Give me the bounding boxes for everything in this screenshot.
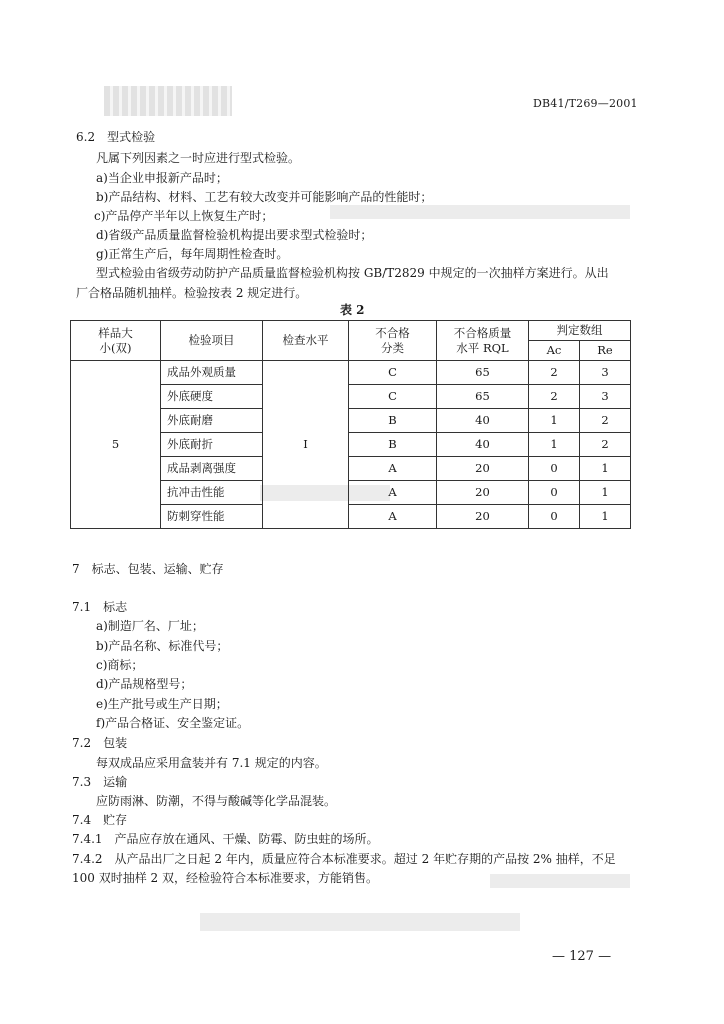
level-cell: Ⅰ <box>263 361 349 529</box>
standard-code: DB41/T269—2001 <box>533 97 638 110</box>
section-7-2-text: 每双成品应采用盒装并有 7.1 规定的内容。 <box>96 756 327 770</box>
list-item: b)产品结构、材料、工艺有较大改变并可能影响产品的性能时； <box>96 190 433 204</box>
list-item: c)商标； <box>96 658 144 672</box>
rql-cell: 20 <box>437 481 529 505</box>
list-item: a)当企业申报新产品时； <box>96 171 228 185</box>
class-cell: B <box>349 409 437 433</box>
list-item: f)产品合格证、安全鉴定证。 <box>96 716 250 730</box>
list-item: e)生产批号或生产日期； <box>96 697 228 711</box>
header-ac: Ac <box>529 341 580 361</box>
item-cell: 抗冲击性能 <box>161 481 263 505</box>
list-item: d)省级产品质量监督检验机构提出要求型式检验时； <box>96 228 373 242</box>
ac-cell: 2 <box>529 385 580 409</box>
sample-size-cell: 5 <box>71 361 161 529</box>
re-cell: 2 <box>580 433 631 457</box>
header-re: Re <box>580 341 631 361</box>
rql-cell: 20 <box>437 505 529 529</box>
section-7-3-text: 应防雨淋、防潮，不得与酸碱等化学品混装。 <box>96 794 337 808</box>
ac-cell: 0 <box>529 457 580 481</box>
table-caption: 表 2 <box>340 303 365 317</box>
item-cell: 成品剥离强度 <box>161 457 263 481</box>
table-row <box>71 361 631 385</box>
section-7-2-heading: 7.2 包装 <box>72 736 128 750</box>
page-number: — 127 — <box>552 949 612 964</box>
list-item: c)产品停产半年以上恢复生产时； <box>94 209 274 223</box>
re-cell: 2 <box>580 409 631 433</box>
class-cell: B <box>349 433 437 457</box>
rql-cell: 40 <box>437 433 529 457</box>
item-cell: 外底硬度 <box>161 385 263 409</box>
class-cell: C <box>349 361 437 385</box>
item-cell: 成品外观质量 <box>161 361 263 385</box>
header-item: 检验项目 <box>161 321 263 361</box>
item-cell: 外底耐磨 <box>161 409 263 433</box>
section-7-heading: 7 标志、包装、运输、贮存 <box>72 562 224 576</box>
paragraph-line: 型式检验由省级劳动防护产品质量监督检验机构按 GB/T2829 中规定的一次抽样方案进行。从出 <box>96 266 609 280</box>
ac-cell: 1 <box>529 433 580 457</box>
rql-cell: 65 <box>437 385 529 409</box>
clause-7-4-1: 7.4.1 产品应存放在通风、干燥、防霉、防虫蛀的场所。 <box>72 832 379 846</box>
class-cell: A <box>349 457 437 481</box>
rql-cell: 40 <box>437 409 529 433</box>
ac-cell: 0 <box>529 505 580 529</box>
header-rql: 不合格质量 水平 RQL <box>437 321 529 361</box>
ac-cell: 0 <box>529 481 580 505</box>
header-class: 不合格 分类 <box>349 321 437 361</box>
class-cell: C <box>349 385 437 409</box>
class-cell: A <box>349 481 437 505</box>
rql-cell: 20 <box>437 457 529 481</box>
re-cell: 1 <box>580 457 631 481</box>
clause-7-4-2-line2: 100 双时抽样 2 双，经检验符合本标准要求，方能销售。 <box>72 871 378 885</box>
clause-7-4-2-line1: 7.4.2 从产品出厂之日起 2 年内，质量应符合本标准要求。超过 2 年贮存期的产品按 2% 抽样，不足 <box>72 852 616 866</box>
list-item: b)产品名称、标准代号； <box>96 639 229 653</box>
header-judge: 判定数组 <box>529 321 631 341</box>
item-cell: 外底耐折 <box>161 433 263 457</box>
scan-smudge <box>200 913 520 931</box>
header-level: 检查水平 <box>263 321 349 361</box>
list-item: d)产品规格型号； <box>96 677 193 691</box>
inspection-table <box>70 320 631 529</box>
re-cell: 1 <box>580 505 631 529</box>
section-7-4-heading: 7.4 贮存 <box>72 813 128 827</box>
section-6-2-heading: 6.2 型式检验 <box>76 130 156 144</box>
section-7-1-heading: 7.1 标志 <box>72 600 128 614</box>
scan-stamp-mark <box>104 86 232 116</box>
header-sample-size: 样品大 小(双) <box>71 321 161 361</box>
scan-smudge <box>330 205 630 219</box>
re-cell: 3 <box>580 361 631 385</box>
scan-smudge <box>490 874 630 888</box>
ac-cell: 1 <box>529 409 580 433</box>
section-6-2-intro: 凡属下列因素之一时应进行型式检验。 <box>96 151 301 165</box>
ac-cell: 2 <box>529 361 580 385</box>
list-item: g)正常生产后，每年周期性检查时。 <box>96 247 289 261</box>
re-cell: 3 <box>580 385 631 409</box>
paragraph-line: 厂合格品随机抽样。检验按表 2 规定进行。 <box>76 286 308 300</box>
class-cell: A <box>349 505 437 529</box>
re-cell: 1 <box>580 481 631 505</box>
list-item: a)制造厂名、厂址； <box>96 619 204 633</box>
rql-cell: 65 <box>437 361 529 385</box>
item-cell: 防刺穿性能 <box>161 505 263 529</box>
section-7-3-heading: 7.3 运输 <box>72 775 128 789</box>
